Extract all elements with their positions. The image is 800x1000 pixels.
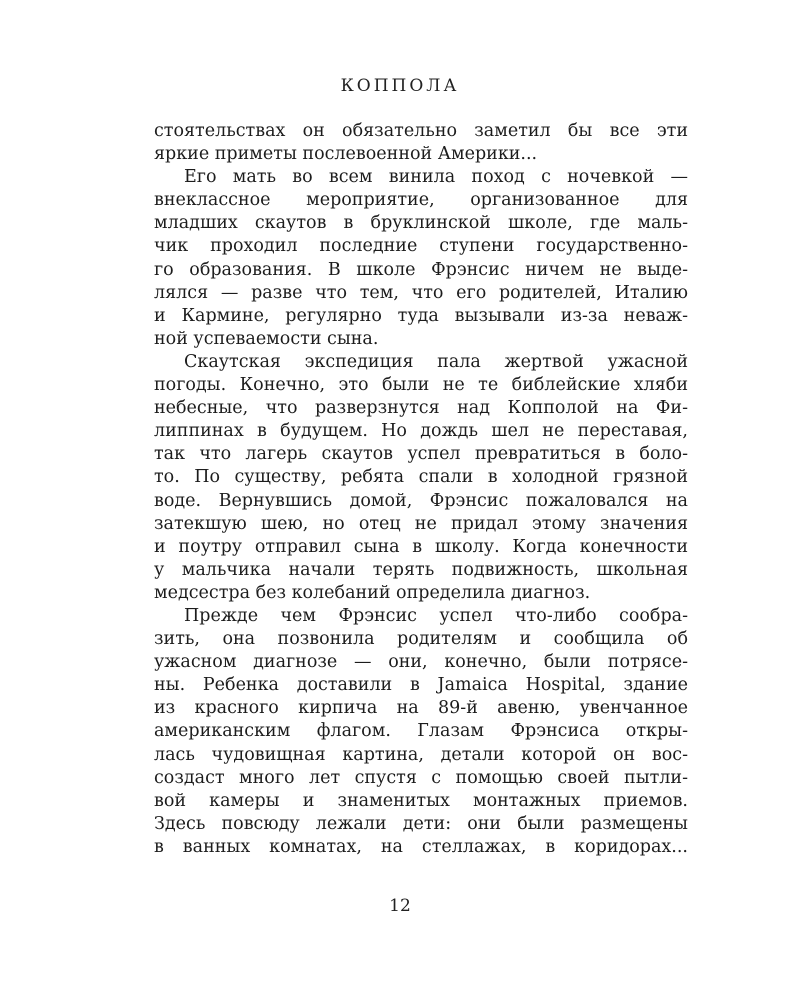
text-line: го образования. В школе Фрэнсис ничем не выде- xyxy=(154,259,688,280)
text-line: стоятельствах он обязательно заметил бы все эти xyxy=(154,121,688,141)
text-line: американским флагом. Глазам Фрэнсиса откры- xyxy=(154,721,688,742)
text-line: чик проходил последние ступени государственно- xyxy=(154,236,688,257)
text-line: яркие приметы послевоенной Америки... xyxy=(154,144,538,165)
text-line: медсестра без колебаний определила диагноз. xyxy=(154,582,591,603)
text-line: ны. Ребенка доставили в Jamaica Hospital, здание xyxy=(154,675,688,696)
text-line: Скаутская экспедиция пала жертвой ужасной xyxy=(184,351,688,372)
text-line: в ванных комнатах, на стеллажах, в коридорах... xyxy=(154,836,688,857)
text-line: воде. Вернувшись домой, Фрэнсис пожаловался на xyxy=(154,490,688,511)
text-line: и Кармине, регулярно туда вызывали из-за неваж- xyxy=(154,305,688,326)
text-line: затекшую шею, но отец не придал этому значения xyxy=(154,513,688,534)
text-line: и поутру отправил сына в школу. Когда конечности xyxy=(154,536,688,557)
text-line: младших скаутов в бруклинской школе, где маль- xyxy=(154,213,688,234)
text-line: ной успеваемости сына. xyxy=(154,328,379,349)
text-line: лялся — разве что тем, что его родителей, Италию xyxy=(154,282,688,303)
text-line: лась чудовищная картина, детали которой он вос- xyxy=(154,744,688,765)
text-line: так что лагерь скаутов успел превратиться в боло- xyxy=(154,444,688,465)
body-text xyxy=(154,120,688,859)
text-line: липпинах в будущем. Но дождь шел не переставая, xyxy=(154,421,688,442)
page-number: 12 xyxy=(389,896,411,916)
text-line: вой камеры и знаменитых монтажных приемов. xyxy=(154,790,688,811)
text-line: то. По существу, ребята спали в холодной грязной xyxy=(154,467,688,488)
text-line: у мальчика начали терять подвижность, школьная xyxy=(154,559,688,580)
text-line: Его мать во всем винила поход с ночевкой — xyxy=(184,167,688,188)
running-head: КОППОЛА xyxy=(340,76,460,96)
text-line: погоды. Конечно, это были не те библейские хляби xyxy=(154,375,688,396)
text-line: создаст много лет спустя с помощью своей пытли- xyxy=(154,767,688,788)
text-line: из красного кирпича на 89-й авеню, увенчанное xyxy=(154,698,688,719)
text-line: внеклассное мероприятие, организованное для xyxy=(154,190,688,211)
text-line: Здесь повсюду лежали дети: они были размещены xyxy=(154,813,688,834)
text-line: ужасном диагнозе — они, конечно, были потрясе- xyxy=(154,652,688,673)
text-line: зить, она позвонила родителям и сообщила об xyxy=(154,629,688,650)
text-line: небесные, что разверзнутся над Копполой на Фи- xyxy=(154,398,688,419)
text-line: Прежде чем Фрэнсис успел что-либо сообра- xyxy=(184,605,688,626)
